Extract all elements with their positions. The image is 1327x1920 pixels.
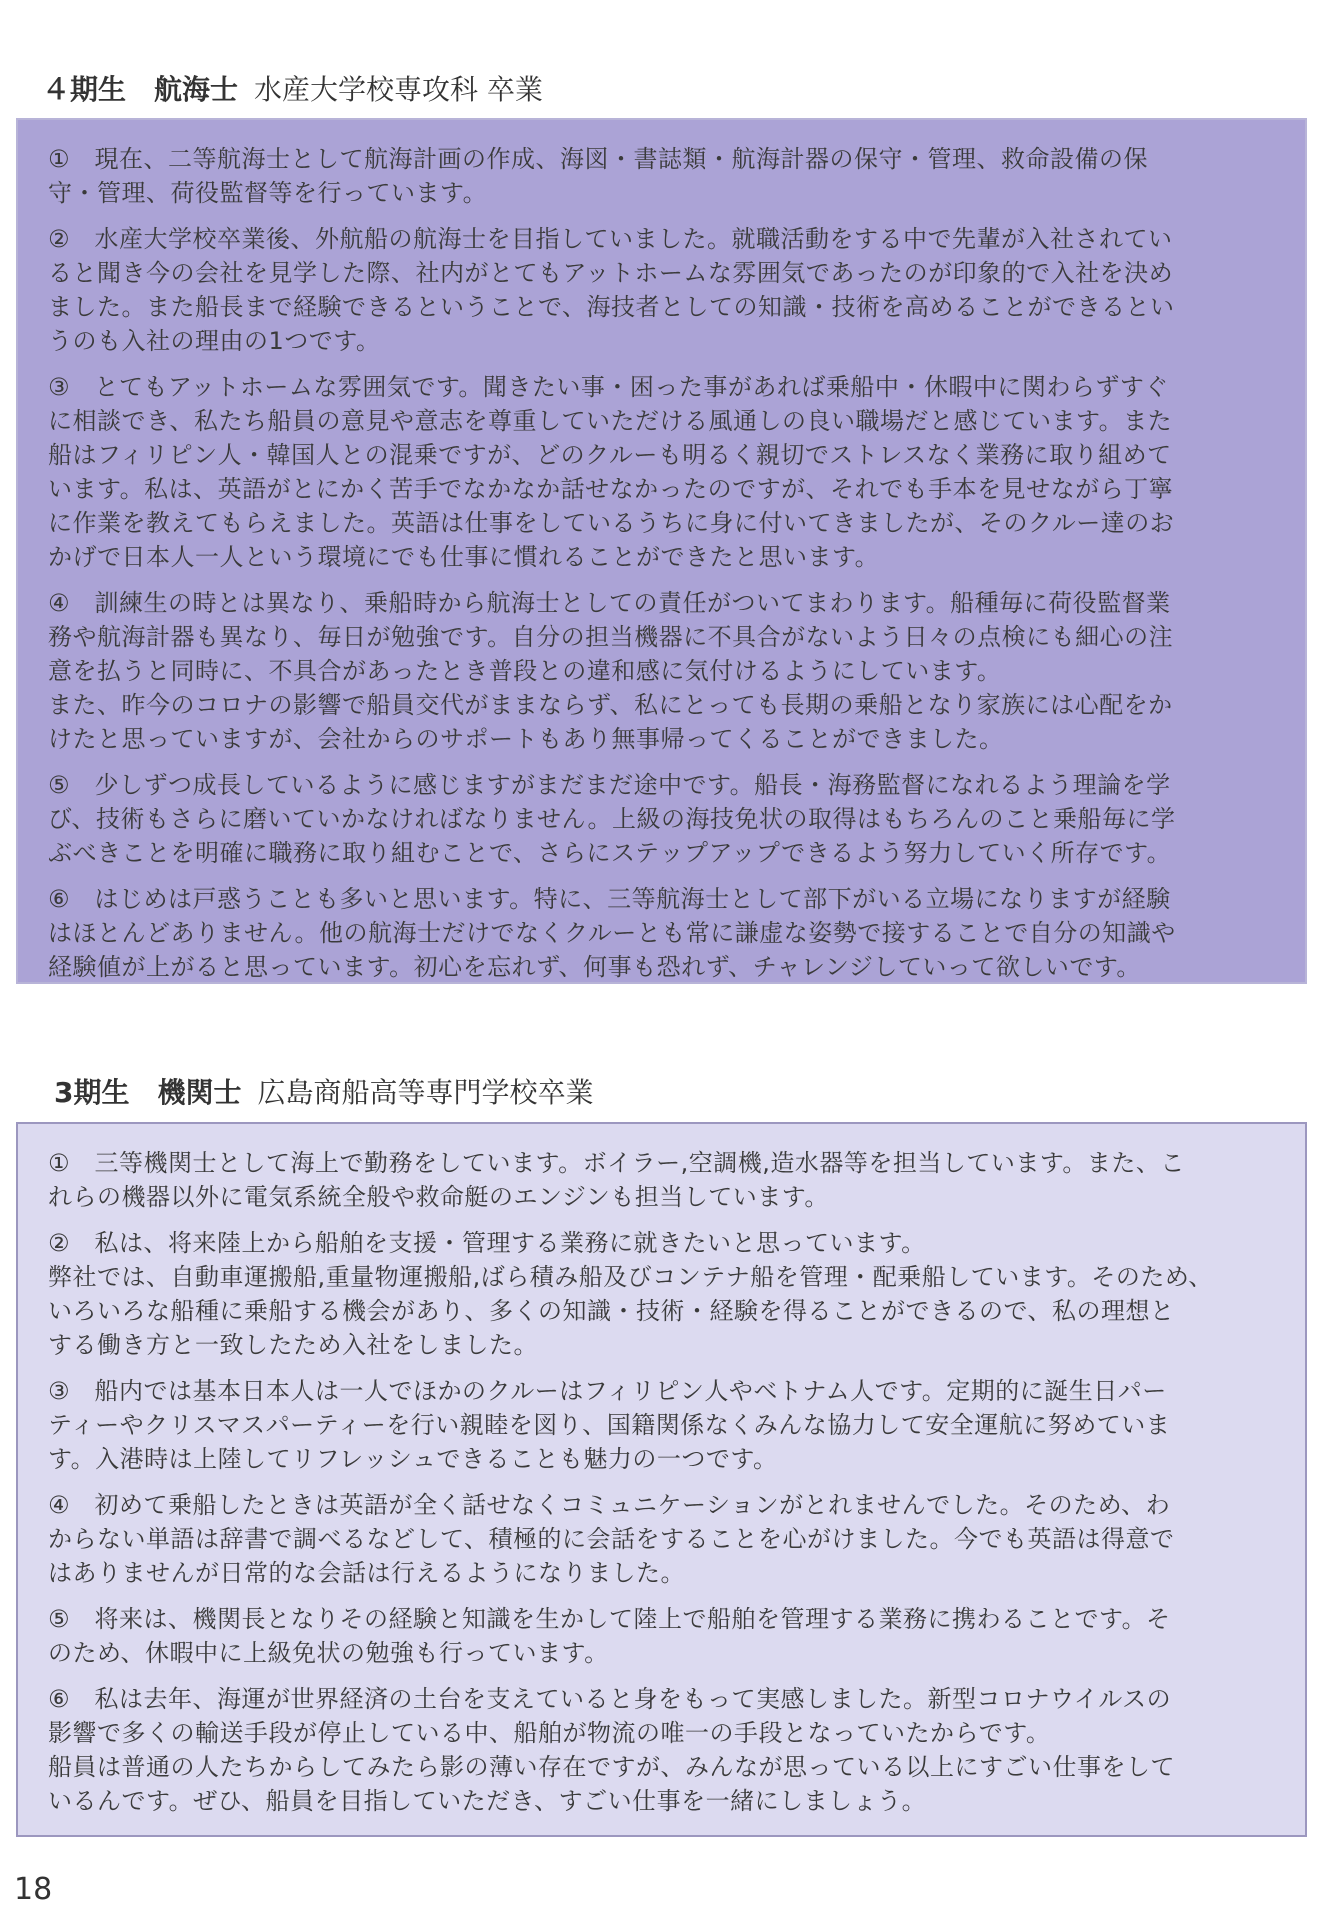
answer-line: のため、休暇中に上級免状の勉強も行っています。 — [48, 1639, 609, 1667]
answer-block — [48, 142, 1287, 210]
answer-block — [48, 882, 1287, 984]
section-label: 3期生 機関士 — [54, 1076, 242, 1109]
answer-block — [48, 1374, 1287, 1476]
answer-line: いろいろな船種に乗船する機会があり、多くの知識・技術・経験を得ることができるので、私の理想と — [48, 1297, 1175, 1325]
answer-block — [48, 1682, 1287, 1818]
answer-line: ⑤ 将来は、機関長となりその経験と知識を生かして陸上で船舶を管理する業務に携わることです。そ — [48, 1605, 1171, 1633]
answer-line: す。入港時は上陸してリフレッシュできることも魅力の一つです。 — [48, 1445, 778, 1473]
section-heading-engineer — [54, 1071, 594, 1111]
answer-line: に作業を教えてもらえました。英語は仕事をしているうちに身に付いてきましたが、そのクルー達のお — [48, 509, 1175, 537]
page-number: 18 — [14, 1872, 53, 1907]
answer-block — [48, 1602, 1287, 1670]
answer-line: 弊社では、自動車運搬船,重量物運搬船,ばら積み船及びコンテナ船を管理・配乗船しています。そのため、 — [48, 1263, 1213, 1291]
section-school: 広島商船高等専門学校卒業 — [257, 1076, 594, 1109]
answer-line: ② 水産大学校卒業後、外航船の航海士を目指していました。就職活動をする中で先輩が入社されてい — [48, 225, 1173, 253]
section-heading-navigator — [42, 68, 543, 108]
answer-block — [48, 1146, 1287, 1214]
answer-line: また、昨今のコロナの影響で船員交代がままならず、私にとっても長期の乗船となり家族には心配をか — [48, 691, 1173, 719]
answer-line: けたと思っていますが、会社からのサポートもあり無事帰ってくることができました。 — [48, 725, 1004, 753]
answer-line: ティーやクリスマスパーティーを行い親睦を図り、国籍関係なくみんな協力して安全運航に努めていま — [48, 1411, 1171, 1439]
answers-box-engineer — [16, 1122, 1307, 1837]
answer-line: 船員は普通の人たちからしてみたら影の薄い存在ですが、みんなが思っている以上にすごい仕事をして — [48, 1753, 1175, 1781]
answer-line: ② 私は、将来陸上から船舶を支援・管理する業務に就きたいと思っています。 — [48, 1229, 926, 1257]
answer-line: かげで日本人一人という環境にでも仕事に慣れることができたと思います。 — [48, 543, 880, 571]
answer-line: うのも入社の理由の1つです。 — [48, 327, 381, 355]
answer-block — [48, 1488, 1287, 1590]
answer-line: ① 現在、二等航海士として航海計画の作成、海図・書誌類・航海計器の保守・管理、救命設備の保 — [48, 145, 1149, 173]
answer-line: はありませんが日常的な会話は行えるようになりました。 — [48, 1559, 685, 1587]
answer-line: ⑥ はじめは戸惑うことも多いと思います。特に、三等航海士として部下がいる立場になりますが経験 — [48, 885, 1171, 913]
answer-line: ① 三等機関士として海上で勤務をしています。ボイラー,空調機,造水器等を担当しています。また、こ — [48, 1149, 1185, 1177]
answer-line: ると聞き今の会社を見学した際、社内がとてもアットホームな雰囲気であったのが印象的で入社を決め — [48, 259, 1174, 287]
section-label: ４期生 航海士 — [42, 73, 239, 106]
answer-block — [48, 1226, 1287, 1362]
answer-line: 守・管理、荷役監督等を行っています。 — [48, 179, 488, 207]
answer-line: ③ 船内では基本日本人は一人でほかのクルーはフィリピン人やベトナム人です。定期的に誕生日パー — [48, 1377, 1167, 1405]
answer-line: ③ とてもアットホームな雰囲気です。聞きたい事・困った事があれば乗船中・休暇中に関わらずすぐ — [48, 373, 1169, 401]
answer-block — [48, 370, 1287, 574]
answer-line: 意を払うと同時に、不具合があったとき普段との違和感に気付けるようにしています。 — [48, 657, 1002, 685]
answer-line: 影響で多くの輸送手段が停止している中、船舶が物流の唯一の手段となっていたからです。 — [48, 1719, 1051, 1747]
answer-block — [48, 768, 1287, 870]
answers-box-navigator — [16, 118, 1307, 984]
answer-line: び、技術もさらに磨いていかなければなりません。上級の海技免状の取得はもちろんのこと乗船毎に学 — [48, 805, 1176, 833]
answer-line: ⑤ 少しずつ成長しているように感じますがまだまだ途中です。船長・海務監督になれるよう理論を学 — [48, 771, 1171, 799]
answer-line: に相談でき、私たち船員の意見や意志を尊重していただける風通しの良い職場だと感じています。また — [48, 407, 1173, 435]
answer-block — [48, 222, 1287, 358]
answer-line: れらの機器以外に電気系統全般や救命艇のエンジンも担当しています。 — [48, 1183, 829, 1211]
answer-line: 船はフィリピン人・韓国人との混乗ですが、どのクルーも明るく親切でストレスなく業務に取り組めて — [48, 441, 1172, 469]
answer-line: ました。また船長まで経験できるということで、海技者としての知識・技術を高めることができるとい — [48, 293, 1175, 321]
answer-line: います。私は、英語がとにかく苦手でなかなか話せなかったのですが、それでも手本を見せながら丁寧 — [48, 475, 1174, 503]
answer-block — [48, 586, 1287, 756]
section-school: 水産大学校専攻科 卒業 — [254, 73, 543, 106]
answer-line: はほとんどありません。他の航海士だけでなくクルーとも常に謙虚な姿勢で接することで自分の知識や — [48, 919, 1176, 947]
answer-line: ④ 初めて乗船したときは英語が全く話せなくコミュニケーションがとれませんでした。そのため、わ — [48, 1491, 1171, 1519]
answer-line: からない単語は辞書で調べるなどして、積極的に会話をすることを心がけました。今でも英語は得意で — [48, 1525, 1175, 1553]
answer-line: する働き方と一致したため入社をしました。 — [48, 1331, 538, 1359]
answer-line: ぶべきことを明確に職務に取り組むことで、さらにステップアップできるよう努力していく所存です。 — [48, 839, 1172, 867]
answer-line: ⑥ 私は去年、海運が世界経済の土台を支えていると身をもって実感しました。新型コロナウイルスの — [48, 1685, 1172, 1713]
answer-line: 経験値が上がると思っています。初心を忘れず、何事も恐れず、チャレンジしていって欲しいです。 — [48, 953, 1141, 981]
answer-line: 務や航海計器も異なり、毎日が勉強です。自分の担当機器に不具合がないよう日々の点検にも細心の注 — [48, 623, 1174, 651]
answer-line: いるんです。ぜひ、船員を目指していただき、すごい仕事を一緒にしましょう。 — [48, 1787, 927, 1815]
answer-line: ④ 訓練生の時とは異なり、乗船時から航海士としての責任がついてまわります。船種毎に荷役監督業 — [48, 589, 1171, 617]
